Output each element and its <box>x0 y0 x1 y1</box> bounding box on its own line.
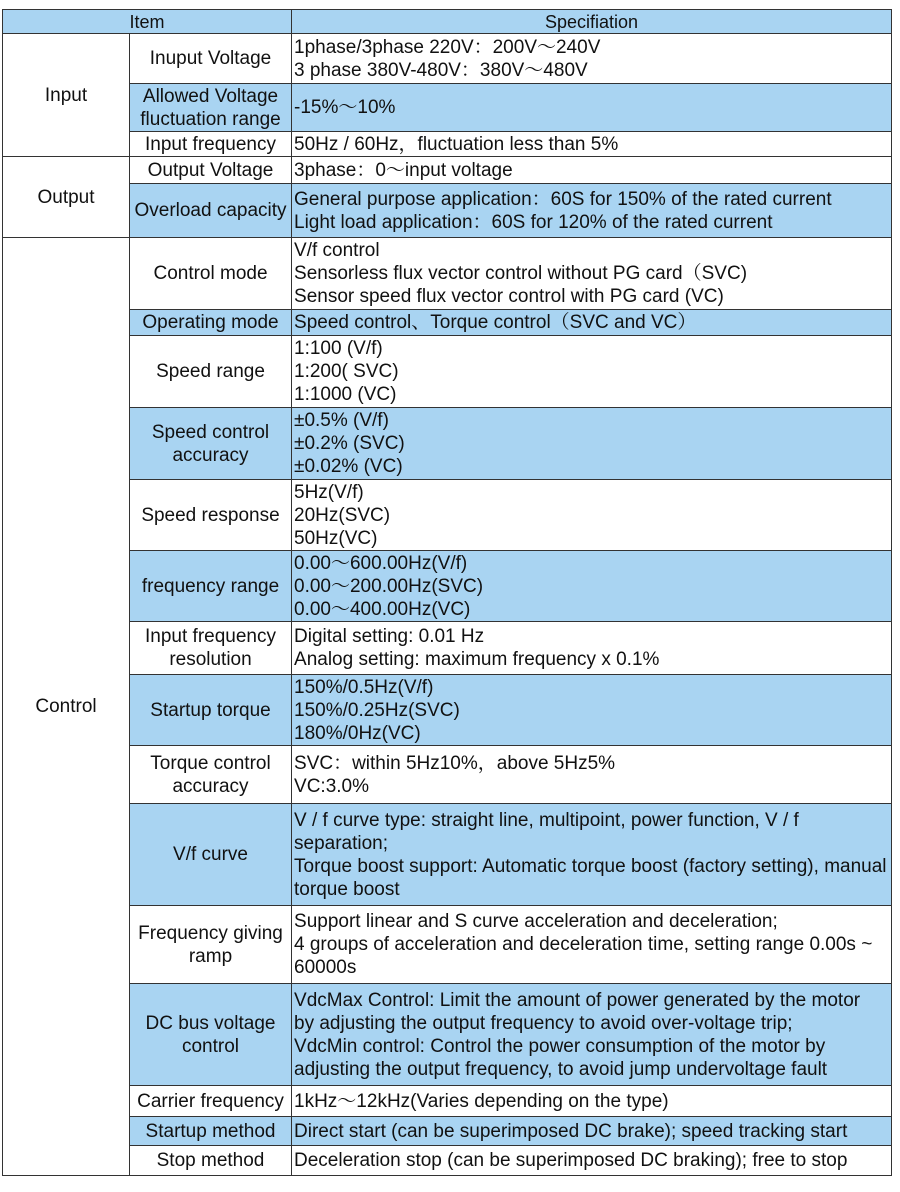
item-label: Input frequency <box>145 133 276 155</box>
spec-line: Direct start (can be superimposed DC brake); speed tracking start <box>294 1120 848 1142</box>
category-cell: Output <box>3 157 130 238</box>
item-cell <box>130 84 292 132</box>
item-label: Startup method <box>145 1120 276 1142</box>
spec-line: 150%/0.5Hz(V/f) <box>294 676 434 698</box>
spec-line: V / f curve type: straight line, multipoint, power function, V / f separation; <box>294 809 799 854</box>
spec-cell <box>292 84 892 132</box>
spec-line: 20Hz(SVC) <box>294 504 391 526</box>
spec-cell <box>292 1146 892 1176</box>
table-row <box>3 84 892 132</box>
header-row <box>3 10 892 34</box>
spec-line: 3 phase 380V-480V：380V～480V <box>294 59 588 81</box>
table-row <box>3 157 892 184</box>
item-cell <box>130 408 292 480</box>
table-row <box>3 746 892 804</box>
spec-cell <box>292 622 892 675</box>
item-cell <box>130 132 292 157</box>
item-label: Inuput Voltage <box>149 48 272 69</box>
spec-line: SVC：within 5Hz10%，above 5Hz5% <box>294 752 616 774</box>
spec-line: VC:3.0% <box>294 775 369 797</box>
table-row <box>3 336 892 408</box>
spec-line: 50Hz(VC) <box>294 527 378 549</box>
spec-line: 1phase/3phase 220V：200V～240V <box>294 36 601 58</box>
table-row <box>3 984 892 1086</box>
item-label: DC bus voltage <box>145 1012 276 1034</box>
table-row <box>3 480 892 551</box>
item-cell <box>130 804 292 906</box>
item-label: frequency range <box>141 575 280 597</box>
spec-line: 1:100 (V/f) <box>294 338 383 359</box>
table-row <box>3 34 892 84</box>
item-cell <box>130 34 292 84</box>
item-label: Control mode <box>153 263 268 284</box>
header-item: Item <box>3 10 292 34</box>
spec-table <box>2 9 892 1176</box>
item-cell <box>130 1086 292 1117</box>
spec-cell <box>292 675 892 746</box>
item-label: Carrier frequency <box>137 1090 284 1112</box>
spec-line: Deceleration stop (can be superimposed DC braking); free to stop <box>294 1150 848 1171</box>
item-cell <box>130 336 292 408</box>
item-label: Startup torque <box>150 699 271 721</box>
item-cell <box>130 184 292 238</box>
item-label: Allowed Voltage <box>142 85 279 107</box>
table-row <box>3 1086 892 1117</box>
item-label: V/f curve <box>173 844 248 865</box>
spec-line: ±0.02% (VC) <box>294 456 403 477</box>
spec-line: 50Hz / 60Hz，fluctuation less than 5% <box>294 133 619 155</box>
spec-cell <box>292 132 892 157</box>
item-label: accuracy <box>172 444 249 466</box>
item-label: Output Voltage <box>147 159 274 181</box>
item-cell <box>130 238 292 310</box>
spec-line: 1kHz～12kHz(Varies depending on the type) <box>294 1090 669 1112</box>
spec-line: Speed control、Torque control（SVC and VC） <box>294 312 697 333</box>
spec-line: 1:200( SVC) <box>294 361 399 382</box>
item-label: Input frequency <box>145 626 276 647</box>
spec-cell <box>292 746 892 804</box>
table-row <box>3 310 892 336</box>
spec-line: V/f control <box>294 240 380 261</box>
spec-cell <box>292 984 892 1086</box>
item-label: Frequency giving <box>138 922 283 944</box>
spec-cell <box>292 804 892 906</box>
table-row <box>3 184 892 238</box>
item-cell <box>130 480 292 551</box>
item-label: Speed range <box>156 361 265 382</box>
spec-line: Sensorless flux vector control without PG card（SVC) <box>294 263 748 284</box>
spec-cell <box>292 408 892 480</box>
spec-cell <box>292 184 892 238</box>
item-label: fluctuation range <box>140 108 281 130</box>
spec-cell <box>292 1086 892 1117</box>
table-row <box>3 906 892 984</box>
spec-line: ±0.5% (V/f) <box>294 410 389 431</box>
spec-line: 150%/0.25Hz(SVC) <box>294 699 460 721</box>
table-row <box>3 1117 892 1146</box>
item-cell <box>130 1117 292 1146</box>
spec-line: 60000s <box>294 957 357 978</box>
spec-line: 0.00～400.00Hz(VC) <box>294 598 471 620</box>
spec-cell <box>292 238 892 310</box>
table-row <box>3 238 892 310</box>
spec-cell <box>292 551 892 622</box>
table-row <box>3 622 892 675</box>
table-row <box>3 1146 892 1176</box>
spec-cell <box>292 336 892 408</box>
table-body <box>3 34 892 1176</box>
spec-line: General purpose application：60S for 150% of the rated current <box>294 188 832 210</box>
spec-line: by adjusting the output frequency to avoid over-voltage trip; <box>294 1012 793 1034</box>
item-label: Overload capacity <box>134 200 287 221</box>
spec-cell <box>292 157 892 184</box>
item-label: Torque control <box>150 752 271 774</box>
spec-line: VdcMax Control: Limit the amount of power generated by the motor <box>294 989 861 1011</box>
item-label: ramp <box>188 945 233 967</box>
spec-line: 1:1000 (VC) <box>294 384 397 405</box>
item-cell <box>130 622 292 675</box>
table-row <box>3 675 892 746</box>
spec-line: Torque boost support: Automatic torque boost (factory setting), manual torque boost <box>294 855 887 900</box>
spec-cell <box>292 1117 892 1146</box>
spec-line: Digital setting: 0.01 Hz <box>294 626 485 647</box>
spec-line: VdcMin control: Control the power consumption of the motor by <box>294 1035 826 1057</box>
item-cell <box>130 551 292 622</box>
spec-line: -15%～10% <box>294 97 396 118</box>
spec-line: Sensor speed flux vector control with PG card (VC) <box>294 286 724 307</box>
category-cell: Input <box>3 34 130 157</box>
item-label: Stop method <box>156 1150 265 1171</box>
spec-line: 180%/0Hz(VC) <box>294 722 421 744</box>
spec-line: Light load application：60S for 120% of the rated current <box>294 211 773 233</box>
table-row <box>3 804 892 906</box>
item-cell <box>130 1146 292 1176</box>
spec-line: 0.00～200.00Hz(SVC) <box>294 575 484 597</box>
spec-cell <box>292 310 892 336</box>
spec-cell <box>292 480 892 551</box>
spec-line: Support linear and S curve acceleration and deceleration; <box>294 911 778 932</box>
spec-line: ±0.2% (SVC) <box>294 433 405 454</box>
item-label: Speed response <box>141 504 280 526</box>
spec-line: 0.00～600.00Hz(V/f) <box>294 552 468 574</box>
item-cell <box>130 310 292 336</box>
spec-line: 4 groups of acceleration and deceleration time, setting range 0.00s ~ <box>294 934 873 955</box>
spec-line: Analog setting: maximum frequency x 0.1% <box>294 649 660 670</box>
item-cell <box>130 157 292 184</box>
item-label: Speed control <box>151 421 270 443</box>
item-cell <box>130 984 292 1086</box>
spec-cell <box>292 906 892 984</box>
table-row <box>3 132 892 157</box>
item-cell <box>130 675 292 746</box>
item-label: resolution <box>169 649 252 670</box>
item-cell <box>130 906 292 984</box>
header-specification: Specifiation <box>292 10 892 34</box>
table-row <box>3 551 892 622</box>
category-cell: Control <box>3 238 130 1176</box>
spec-cell <box>292 34 892 84</box>
item-label: Operating mode <box>142 312 279 333</box>
item-label: accuracy <box>172 775 249 797</box>
spec-line: 5Hz(V/f) <box>294 481 364 503</box>
spec-line: 3phase：0～input voltage <box>294 159 513 181</box>
item-cell <box>130 746 292 804</box>
spec-line: adjusting the output frequency, to avoid jump undervoltage fault <box>294 1058 828 1080</box>
item-label: control <box>181 1035 240 1057</box>
table-row <box>3 408 892 480</box>
